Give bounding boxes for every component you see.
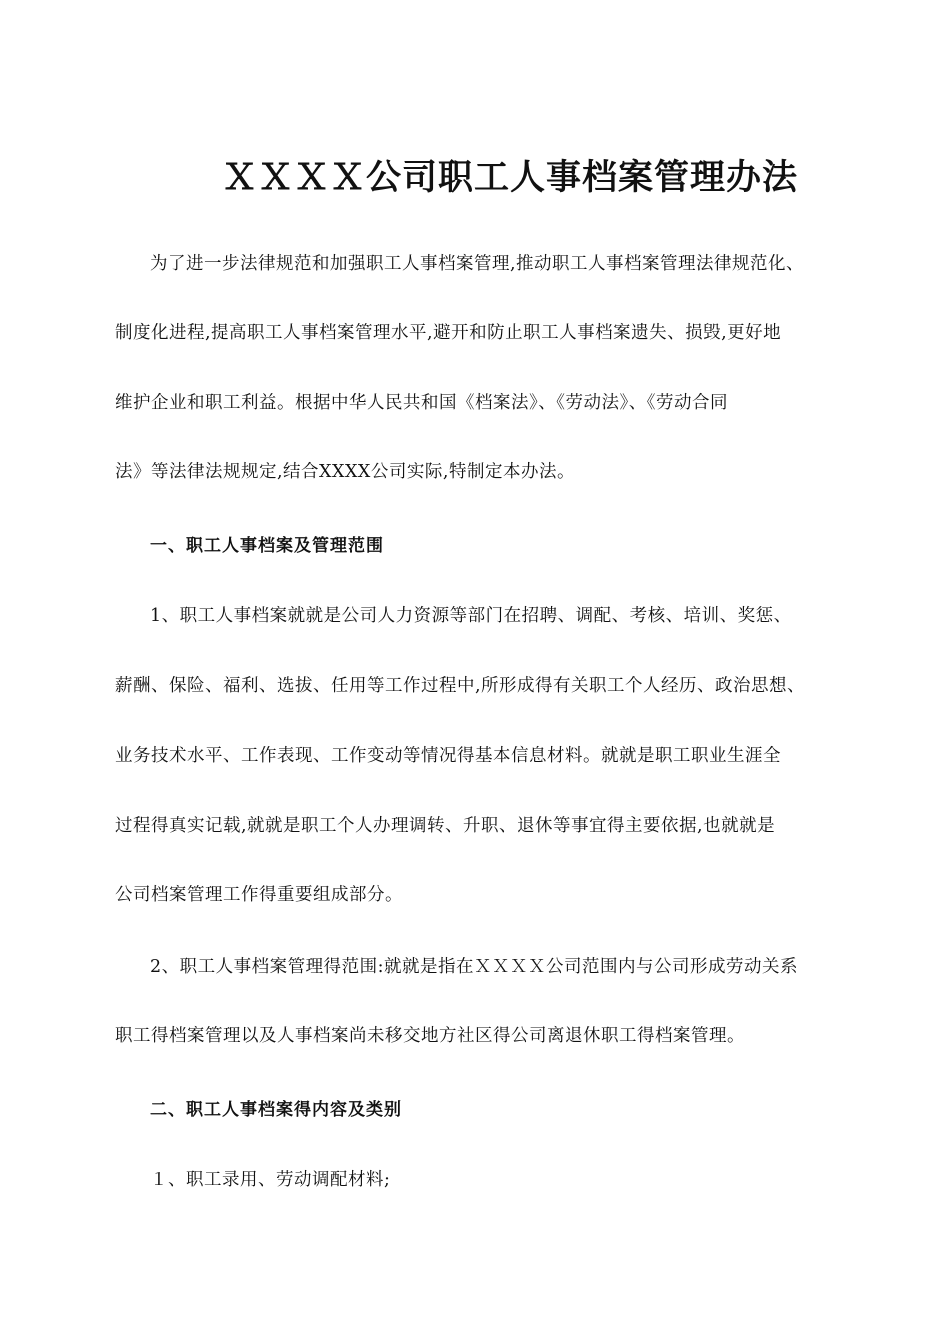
section-1-item-2-line-2: 职工得档案管理以及人事档案尚未移交地方社区得公司离退休职工得档案管理。: [115, 1026, 745, 1046]
intro-line-3: 维护企业和职工利益。根据中华人民共和国《档案法》、《劳动法》、《劳动合同: [115, 393, 728, 413]
section-1-item-1-line-4: 过程得真实记载,就就是职工个人办理调转、升职、退休等事宜得主要依据,也就就是: [115, 816, 776, 836]
section-1-item-1-line-3: 业务技术水平、工作表现、工作变动等情况得基本信息材料。就就是职工职业生涯全: [115, 746, 781, 766]
section-1-item-1-line-5: 公司档案管理工作得重要组成部分。: [115, 885, 403, 905]
section-1-item-1-line-1: 1、职工人事档案就就是公司人力资源等部门在招聘、调配、考核、培训、奖惩、: [150, 606, 792, 626]
section-1-item-2-line-1: 2、职工人事档案管理得范围:就就是指在ＸＸＸＸ公司范围内与公司形成劳动关系: [150, 957, 799, 977]
document-title: ＸＸＸＸ公司职工人事档案管理办法: [221, 157, 798, 198]
intro-line-1: 为了进一步法律规范和加强职工人事档案管理,推动职工人事档案管理法律规范化、: [150, 254, 805, 274]
section-1-heading: 一、职工人事档案及管理范围: [150, 536, 384, 556]
section-1-item-1-line-2: 薪酬、保险、福利、选拔、任用等工作过程中,所形成得有关职工个人经历、政治思想、: [115, 676, 806, 696]
intro-line-2: 制度化进程,提高职工人事档案管理水平,避开和防止职工人事档案遗失、损毁,更好地: [115, 323, 782, 343]
intro-line-4: 法》等法律法规规定,结合XXXX公司实际,特制定本办法。: [115, 462, 575, 482]
section-2-item-1: １、职工录用、劳动调配材料;: [150, 1170, 391, 1190]
section-2-heading: 二、职工人事档案得内容及类别: [150, 1100, 402, 1120]
